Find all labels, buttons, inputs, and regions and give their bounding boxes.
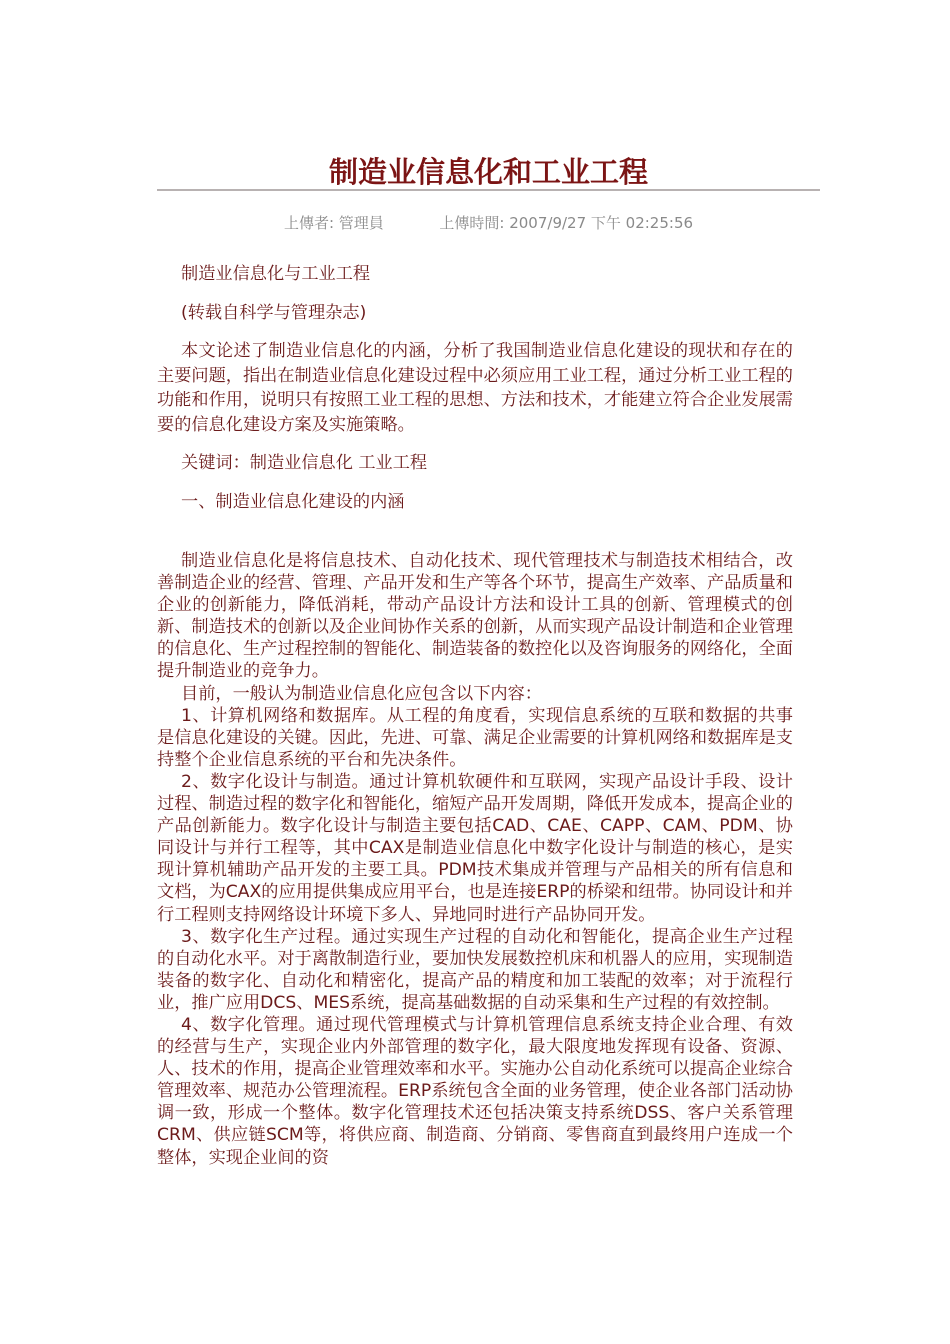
abstract-paragraph: 本文论述了制造业信息化的内涵，分析了我国制造业信息化建设的现状和存在的主要问题，指出在制造业信息化建设过程中必须应用工业工程，通过分析工业工程的功能和作用，说明只有按照工业工程的思想、方法和技术，才能建立符合企业发展需要的信息化建设方案及实施策略。 bbox=[157, 341, 793, 435]
upload-time-label: 上傳時間: bbox=[439, 214, 505, 232]
intro-section bbox=[157, 262, 793, 528]
source-note: (转载自科学与管理杂志) bbox=[181, 302, 367, 323]
title-divider bbox=[157, 189, 820, 191]
list-item-digital-production: 3、数字化生产过程。通过实现生产过程的自动化和智能化，提高企业生产过程的自动化水平。对于离散制造行业，要加快发展数控机床和机器人的应用，实现制造装备的数字化、自动化和精密化，提高产品的精度和加工装配的效率；对于流程行业，推广应用DCS、MES系统，提高基础数据的自动采集和生产过程的有效控制。 bbox=[157, 926, 793, 1013]
article-subtitle: 制造业信息化与工业工程 bbox=[181, 264, 371, 284]
keywords-line: 关键词：制造业信息化 工业工程 bbox=[181, 453, 428, 473]
list-item-digital-design: 2、数字化设计与制造。通过计算机软硬件和互联网，实现产品设计手段、设计过程、制造过程的数字化和智能化，缩短产品开发周期，降低开发成本，提高企业的产品创新能力。数字化设计与制造主要包括CAD、CAE、CAPP、CAM、PDM、协同设计与并行工程等，其中CAX是制造业信息化中数字化设计与制造的核心，是实现计算机辅助产品开发的主要工具。PDM技术集成并管理与产品相关的所有信息和文档，为CAX的应用提供集成应用平台，也是连接ERP的桥梁和纽带。协同设计和并行工程则支持网络设计环境下多人、异地同时进行产品协同开发。 bbox=[157, 771, 793, 925]
page-title: 制造业信息化和工业工程 bbox=[328, 155, 648, 189]
body-paragraph: 目前，一般认为制造业信息化应包含以下内容： bbox=[181, 683, 542, 704]
list-item-digital-management: 4、数字化管理。通过现代管理模式与计算机管理信息系统支持企业合理、有效的经营与生产，实现企业内外部管理的数字化，最大限度地发挥现有设备、资源、人、技术的作用，提高企业管理效率和水平。实施办公自动化系统可以提高企业综合管理效率、规范办公管理流程。ERP系统包含全面的业务管理，使企业各部门活动协调一致，形成一个整体。数字化管理技术还包括决策支持系统DSS、客户关系管理CRM、供应链SCM等，将供应商、制造商、分销商、零售商直到最终用户连成一个整体，实现企业间的资 bbox=[157, 1014, 793, 1168]
section-heading: 一、制造业信息化建设的内涵 bbox=[181, 491, 405, 512]
uploader-label: 上傳者: bbox=[283, 214, 335, 232]
uploader-name: 管理員 bbox=[338, 214, 384, 232]
upload-time: 2007/9/27 下午 02:25:56 bbox=[509, 214, 694, 232]
upload-info bbox=[157, 212, 820, 234]
body-paragraph: 制造业信息化是将信息技术、自动化技术、现代管理技术与制造技术相结合，改善制造企业的经营、管理、产品开发和生产等各个环节，提高生产效率、产品质量和企业的创新能力，降低消耗，带动产品设计方法和设计工具的创新、管理模式的创新、制造技术的创新以及企业间协作关系的创新，从而实现产品设计制造和企业管理的信息化、生产过程控制的智能化、制造装备的数控化以及咨询服务的网络化，全面提升制造业的竞争力。 bbox=[157, 551, 793, 682]
list-item-network-database: 1、计算机网络和数据库。从工程的角度看，实现信息系统的互联和数据的共事是信息化建设的关键。因此，先进、可靠、满足企业需要的计算机网络和数据库是支持整个企业信息系统的平台和先决条件。 bbox=[157, 705, 793, 770]
section-body bbox=[157, 550, 793, 1169]
